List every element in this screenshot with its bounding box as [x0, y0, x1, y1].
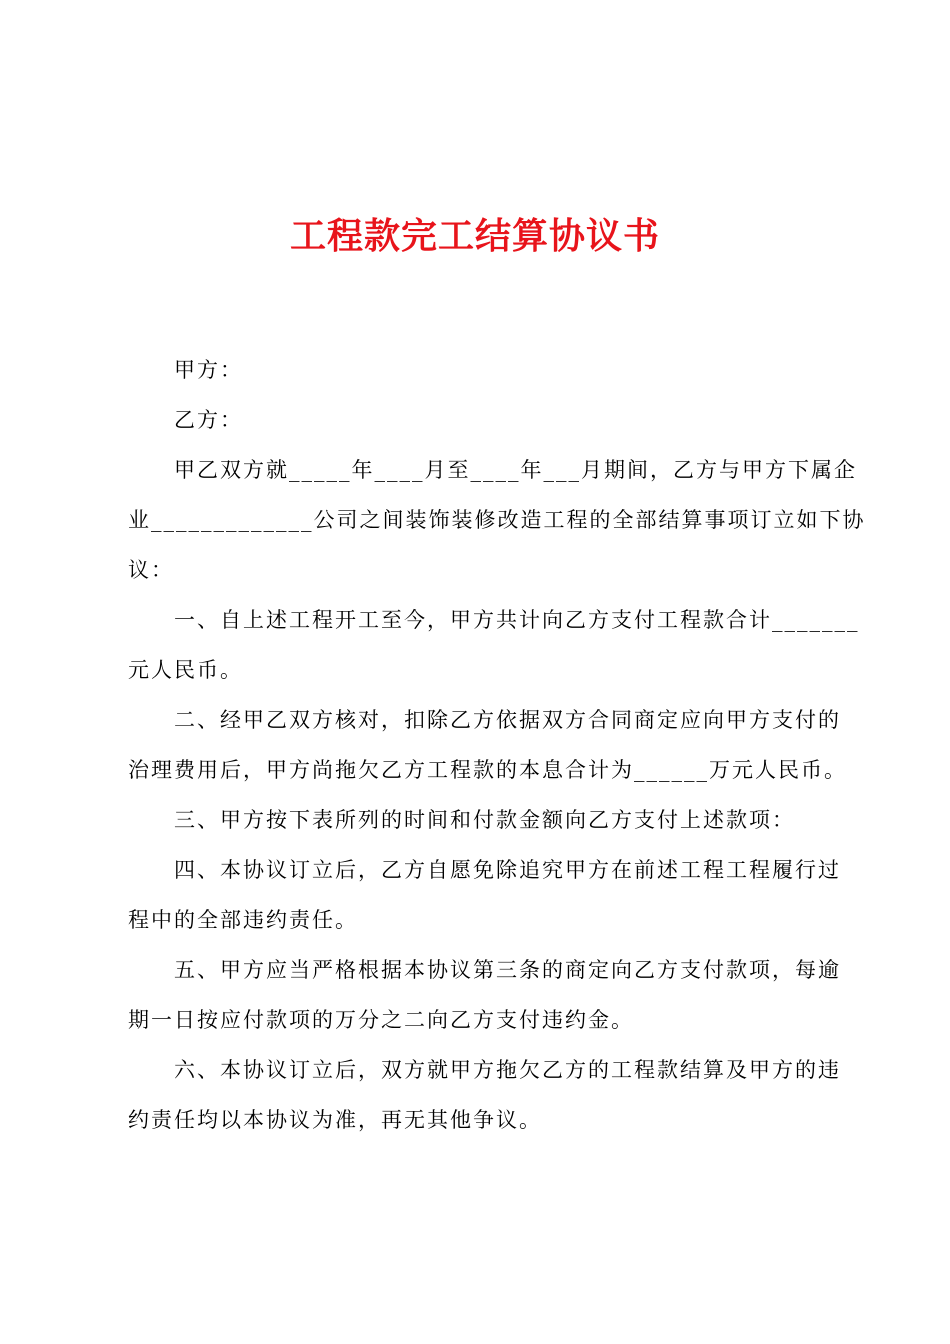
- clause-4: [128, 845, 841, 945]
- clause-6-line-2: 约责任均以本协议为准，再无其他争议。: [128, 1108, 542, 1132]
- clause-1-line-2: 元人民币。: [128, 658, 243, 682]
- clause-3-line-1: 三、甲方按下表所列的时间和付款金额向乙方支付上述款项：: [174, 808, 795, 832]
- clause-2-line-1: 二、经甲乙双方核对，扣除乙方依据双方合同商定应向甲方支付的: [174, 708, 841, 732]
- clause-3: [128, 795, 830, 845]
- clause-4-line-2: 程中的全部违约责任。: [128, 908, 358, 932]
- clause-2: [128, 695, 847, 795]
- clause-5-line-1: 五、甲方应当严格根据本协议第三条的商定向乙方支付款项，每逾: [174, 958, 841, 982]
- intro-line-1: 甲乙双方就_____年____月至____年___月期间，乙方与甲方下属企: [174, 458, 857, 482]
- clause-6: [128, 1045, 841, 1145]
- clause-1-line-1: 一、自上述工程开工至今，甲方共计向乙方支付工程款合计_______: [174, 608, 860, 632]
- clause-5: [128, 945, 841, 1045]
- clause-2-line-2: 治理费用后，甲方尚拖欠乙方工程款的本息合计为______万元人民币。: [128, 758, 847, 782]
- clause-1: [128, 595, 860, 695]
- document-body: [128, 345, 866, 1145]
- intro-line-3: 议：: [128, 558, 174, 582]
- intro-paragraph: [128, 445, 866, 595]
- party-a-label: 甲方：: [174, 358, 243, 382]
- clause-6-line-1: 六、本协议订立后，双方就甲方拖欠乙方的工程款结算及甲方的违: [174, 1058, 841, 1082]
- clause-4-line-1: 四、本协议订立后，乙方自愿免除追究甲方在前述工程工程履行过: [174, 858, 841, 882]
- clause-5-line-2: 期一日按应付款项的万分之二向乙方支付违约金。: [128, 1008, 634, 1032]
- document-title: 工程款完工结算协议书: [289, 215, 660, 257]
- party-b-label: 乙方：: [174, 408, 243, 432]
- intro-line-2: 业_____________公司之间装饰装修改造工程的全部结算事项订立如下协: [128, 508, 866, 532]
